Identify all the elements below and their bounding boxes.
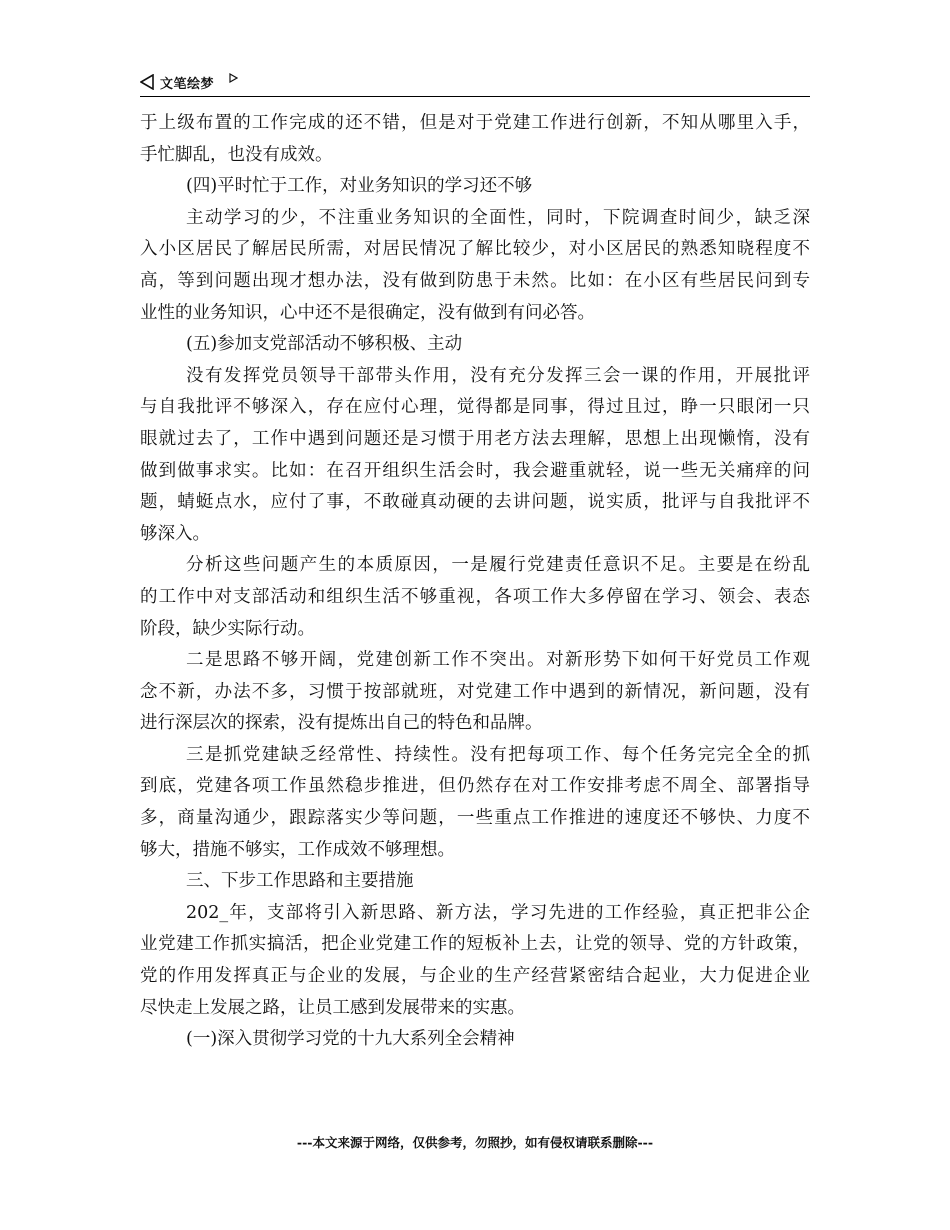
text-line: 做到做事求实。比如：在召开组织生活会时，我会避重就轻，说一些无关痛痒的问 xyxy=(140,460,810,481)
text-line: 入小区居民了解居民所需，对居民情况了解比较少，对小区居民的熟悉知晓程度不 xyxy=(140,239,810,260)
text-line: 三是抓党建缺乏经常性、持续性。没有把每项工作、每个任务完完全全的抓 xyxy=(186,744,810,765)
triangle-right-icon xyxy=(229,73,238,83)
text-line: 业性的业务知识，心中还不是很确定，没有做到有问必答。 xyxy=(140,302,595,323)
document-body xyxy=(140,108,810,1056)
text-line: 于上级布置的工作完成的还不错，但是对于党建工作进行创新，不知从哪里入手， xyxy=(140,113,810,133)
text-line: 二是思路不够开阔，党建创新工作不突出。对新形势下如何干好党员工作观 xyxy=(186,650,810,671)
page-footer: ---本文来源于网络，仅供参考，勿照抄，如有侵权请联系删除--- xyxy=(296,1135,654,1150)
text-line: 够大，措施不够实，工作成效不够理想。 xyxy=(140,839,455,860)
text-line: 主动学习的少，不注重业务知识的全面性，同时，下院调查时间少，缺乏深 xyxy=(186,207,810,228)
text-line: 的工作中对支部活动和组织生活不够重视，各项工作大多停留在学习、领会、表态 xyxy=(140,586,810,607)
text-line: 进行深层次的探索，没有提炼出自己的特色和品牌。 xyxy=(140,713,543,734)
text-line: (五)参加支党部活动不够积极、主动 xyxy=(186,334,463,355)
text-line: 高，等到问题出现才想办法，没有做到防患于未然。比如：在小区有些居民问到专 xyxy=(140,270,810,291)
text-line: 业党建工作抓实搞活，把企业党建工作的短板补上去，让党的领导、党的方针政策， xyxy=(140,934,810,955)
text-line: 手忙脚乱，也没有成效。 xyxy=(140,144,333,165)
text-line: 没有发挥党员领导干部带头作用，没有充分发挥三会一课的作用，开展批评 xyxy=(186,365,810,386)
text-line: 与自我批评不够深入，存在应付心理，觉得都是同事，得过且过，睁一只眼闭一只 xyxy=(140,397,810,418)
text-line: 多，商量沟通少，跟踪落实少等问题，一些重点工作推进的速度还不够快、力度不 xyxy=(140,808,810,829)
text-line: 三、下步工作思路和主要措施 xyxy=(186,871,414,892)
text-line: (一)深入贯彻学习党的十九大系列全会精神 xyxy=(186,1029,515,1050)
text-line: 尽快走上发展之路，让员工感到发展带来的实惠。 xyxy=(140,997,525,1018)
text-line: (四)平时忙于工作，对业务知识的学习还不够 xyxy=(186,176,533,197)
text-line: 题，蜻蜓点水，应付了事，不敢碰真动硬的去讲问题，说实质，批评与自我批评不 xyxy=(140,492,810,513)
text-line: 念不新，办法不多，习惯于按部就班，对党建工作中遇到的新情况，新问题，没有 xyxy=(140,681,810,702)
page-header xyxy=(140,70,810,97)
text-line: 202_年，支部将引入新思路、新方法，学习先进的工作经验，真正把非公企 xyxy=(186,902,810,923)
text-line: 分析这些问题产生的本质原因，一是履行党建责任意识不足。主要是在纷乱 xyxy=(186,555,810,576)
text-line: 到底，党建各项工作虽然稳步推进，但仍然存在对工作安排考虑不周全、部署指导 xyxy=(140,776,810,797)
text-line: 党的作用发挥真正与企业的发展，与企业的生产经营紧密结合起业，大力促进企业 xyxy=(140,966,810,987)
triangle-left-icon xyxy=(140,74,154,90)
text-line: 眼就过去了，工作中遇到问题还是习惯于用老方法去理解，思想上出现懒惰，没有 xyxy=(140,428,810,449)
text-line: 阶段，缺少实际行动。 xyxy=(140,618,315,639)
text-line: 够深入。 xyxy=(140,523,210,544)
header-title: 文笔绘梦 xyxy=(160,77,215,92)
